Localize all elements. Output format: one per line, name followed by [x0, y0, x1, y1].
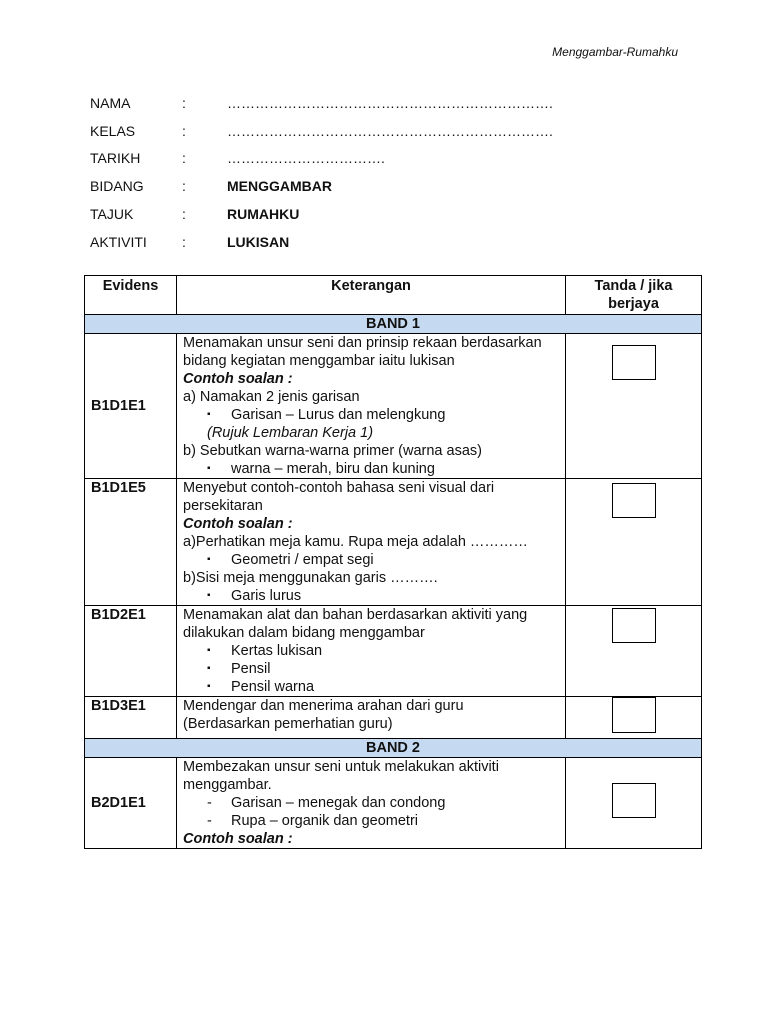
- evidence-code: B2D1E1: [85, 758, 177, 849]
- answer-bullet: [183, 678, 559, 696]
- band-row-2: [85, 739, 702, 758]
- info-colon: :: [182, 150, 186, 167]
- success-checkbox[interactable]: [612, 697, 656, 733]
- answer-text: Garis lurus: [231, 588, 302, 604]
- question-text: a)Perhatikan meja kamu. Rupa meja adalah …………: [183, 534, 528, 550]
- table-row: [85, 606, 702, 697]
- answer-text: Pensil warna: [231, 679, 315, 695]
- answer-bullet: [183, 551, 559, 569]
- check-cell: [566, 758, 702, 849]
- info-label: KELAS: [90, 122, 136, 139]
- answer-text: Kertas lukisan: [231, 643, 323, 659]
- info-row-bidang: [90, 172, 553, 200]
- description-text: Menamakan alat dan bahan berdasarkan aktiviti yang dilakukan dalam bidang menggambar: [183, 607, 528, 641]
- table-row: [85, 479, 702, 606]
- table-row: [85, 334, 702, 479]
- description-text: Membezakan unsur seni untuk melakukan aktiviti menggambar.: [183, 759, 499, 793]
- answer-text: warna – merah, biru dan kuning: [231, 461, 435, 477]
- question-text: b) Sebutkan warna-warna primer (warna asas): [183, 443, 482, 459]
- answer-text: Rupa – organik dan geometri: [231, 813, 419, 829]
- answer-dash-item: [183, 794, 559, 812]
- answer-bullet: [183, 460, 559, 478]
- table-header-row: [85, 276, 702, 315]
- info-label: AKTIVITI: [90, 233, 147, 250]
- info-value-nama: …………………………………………………………….: [227, 94, 553, 111]
- info-row-tajuk: [90, 200, 553, 228]
- info-label: TARIKH: [90, 150, 141, 167]
- band-label: BAND 1: [85, 315, 702, 334]
- success-checkbox[interactable]: [612, 483, 656, 518]
- info-value-tajuk: RUMAHKU: [227, 206, 300, 223]
- evidence-description: [177, 758, 566, 849]
- sample-question-heading: Contoh soalan :: [183, 371, 293, 387]
- page-header-title: Menggambar-Rumahku: [552, 45, 678, 59]
- question-text: a) Namakan 2 jenis garisan: [183, 389, 360, 405]
- evidence-description: [177, 479, 566, 606]
- info-value-kelas: …………………………………………………………….: [227, 122, 553, 139]
- evidence-description: [177, 606, 566, 697]
- table-row: [85, 697, 702, 739]
- info-label: TAJUK: [90, 206, 134, 223]
- info-value-bidang: MENGGAMBAR: [227, 178, 332, 195]
- evidence-table: [84, 275, 702, 849]
- evidence-description: [177, 334, 566, 479]
- info-colon: :: [182, 94, 186, 111]
- answer-dash-item: [183, 812, 559, 830]
- info-row-aktiviti: [90, 228, 553, 256]
- info-label: BIDANG: [90, 178, 144, 195]
- table-row: [85, 758, 702, 849]
- info-label: NAMA: [90, 94, 131, 111]
- info-row-nama: [90, 89, 553, 117]
- answer-text: Garisan – Lurus dan melengkung: [231, 407, 446, 423]
- info-colon: :: [182, 206, 186, 223]
- success-checkbox[interactable]: [612, 783, 656, 818]
- info-value-aktiviti: LUKISAN: [227, 233, 290, 250]
- check-cell: [566, 479, 702, 606]
- question-text: b)Sisi meja menggunakan garis ……….: [183, 570, 438, 586]
- evidence-description: [177, 697, 566, 739]
- answer-bullet: [183, 406, 559, 424]
- evidence-code: B1D3E1: [85, 697, 177, 739]
- header-keterangan: Keterangan: [177, 276, 566, 315]
- header-tanda: Tanda / jika berjaya: [566, 276, 702, 315]
- description-text: Menyebut contoh-contoh bahasa seni visual dari persekitaran: [183, 480, 495, 514]
- answer-text: Garisan – menegak dan condong: [231, 795, 446, 811]
- band-label: BAND 2: [85, 739, 702, 758]
- evidence-code: B1D1E1: [85, 334, 177, 479]
- description-text: Mendengar dan menerima arahan dari guru: [183, 698, 464, 714]
- check-cell: [566, 606, 702, 697]
- reference-note: (Rujuk Lembaran Kerja 1): [207, 425, 374, 441]
- answer-text: Pensil: [231, 661, 271, 677]
- answer-bullet: [183, 642, 559, 660]
- sample-question-heading: Contoh soalan :: [183, 516, 293, 532]
- answer-text: Geometri / empat segi: [231, 552, 374, 568]
- success-checkbox[interactable]: [612, 345, 656, 380]
- check-cell: [566, 697, 702, 739]
- info-row-kelas: [90, 117, 553, 145]
- evidence-code: B1D1E5: [85, 479, 177, 606]
- description-text: (Berdasarkan pemerhatian guru): [183, 716, 393, 732]
- evidence-code: B1D2E1: [85, 606, 177, 697]
- info-colon: :: [182, 233, 186, 250]
- answer-bullet: [183, 587, 559, 605]
- check-cell: [566, 334, 702, 479]
- info-value-tarikh: …………………………….: [227, 150, 385, 167]
- answer-bullet: [183, 660, 559, 678]
- info-row-tarikh: [90, 145, 553, 173]
- description-text: Menamakan unsur seni dan prinsip rekaan berdasarkan bidang kegiatan menggambar iaitu lukisan: [183, 335, 542, 369]
- success-checkbox[interactable]: [612, 608, 656, 643]
- student-info: [90, 89, 553, 256]
- band-row-1: [85, 315, 702, 334]
- header-evidens: Evidens: [85, 276, 177, 315]
- info-colon: :: [182, 122, 186, 139]
- info-colon: :: [182, 178, 186, 195]
- sample-question-heading: Contoh soalan :: [183, 831, 293, 847]
